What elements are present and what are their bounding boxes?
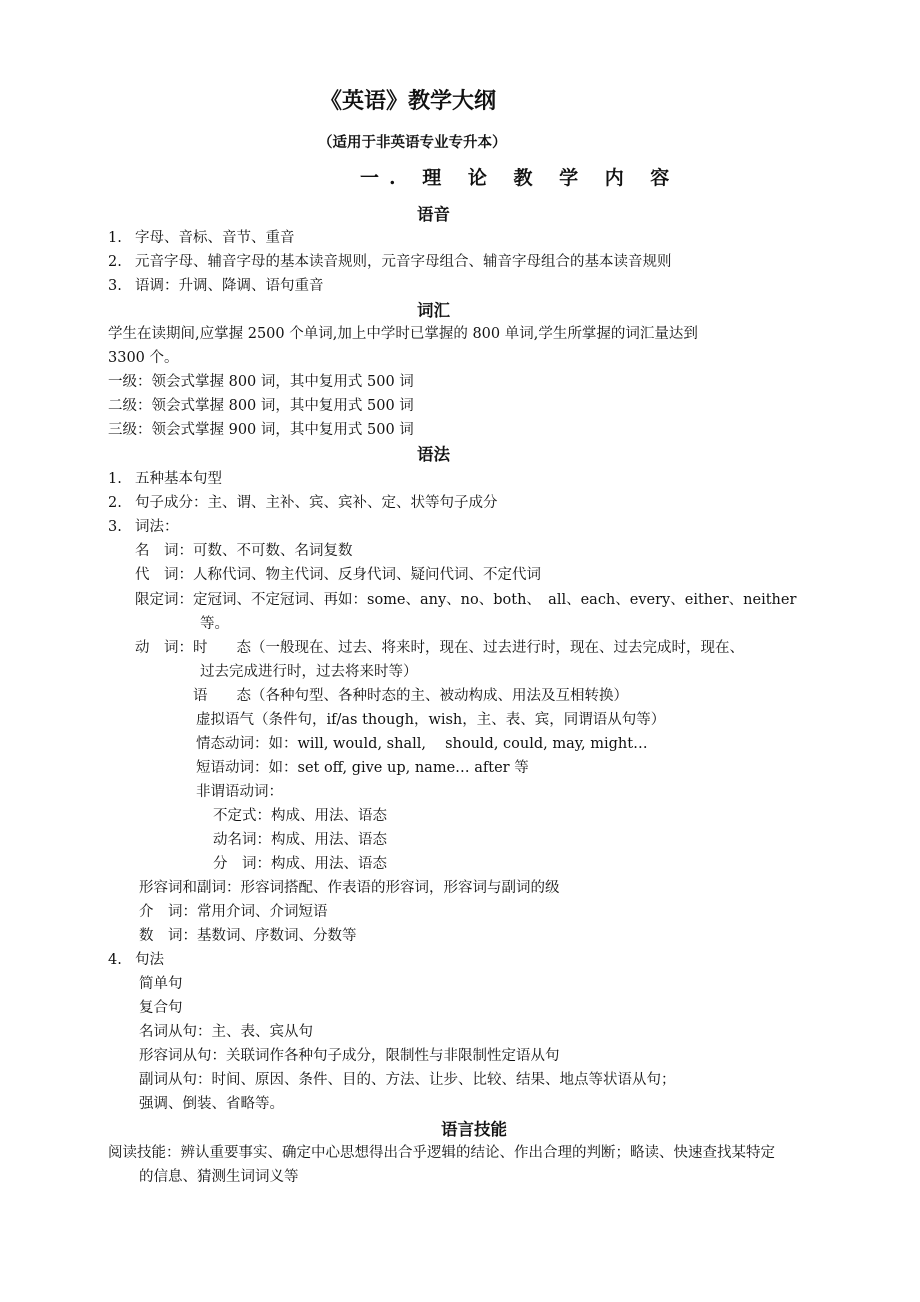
item-text: 句子成分：主、谓、主补、宾、宾补、定、状等句子成分 [135, 495, 498, 511]
vocabulary-level: 三级：领会式掌握 900 词，其中复用式 500 词 [108, 422, 414, 438]
item-text: 词法： [135, 519, 179, 535]
item-text: 五种基本句型 [135, 471, 222, 487]
grammar-voice: 语 态（各种句型、各种时态的主、被动构成、用法及互相转换） [193, 688, 628, 704]
grammar-heading: 语法 [417, 445, 450, 464]
vocabulary-intro: 学生在读期间,应掌握 2500 个单词,加上中学时已掌握的 800 单词,学生所掌握的词汇量达到 [108, 326, 698, 342]
item-number: 2. [108, 495, 122, 511]
grammar-determiner: 限定词：定冠词、不定冠词、再如：some、any、no、both、 all、each、every、either、neither [135, 592, 797, 608]
list-item [108, 493, 498, 513]
grammar-numeral: 数 词：基数词、序数词、分数等 [139, 928, 357, 944]
syntax-compound: 复合句 [139, 1000, 183, 1016]
grammar-adj-adv: 形容词和副词：形容词搭配、作表语的形容词，形容词与副词的级 [139, 880, 560, 896]
document-subtitle: （适用于非英语专业专升本） [318, 134, 507, 151]
list-item [108, 469, 222, 489]
list-item [108, 252, 672, 272]
syntax-adv-clause: 副词从句：时间、原因、条件、目的、方法、让步、比较、结果、地点等状语从句； [139, 1072, 676, 1088]
reading-skill-cont: 的信息、猜测生词词义等 [139, 1169, 299, 1185]
reading-skill: 阅读技能：辨认重要事实、确定中心思想得出合乎逻辑的结论、作出合理的判断；略读、快速查找某特定 [108, 1145, 775, 1161]
list-item [108, 950, 164, 970]
grammar-verb-cont: 过去完成进行时，过去将来时等） [200, 664, 418, 680]
grammar-gerund: 动名词：构成、用法、语态 [213, 832, 387, 848]
grammar-pronoun: 代 词：人称代词、物主代词、反身代词、疑问代词、不定代词 [135, 567, 541, 583]
item-number: 1. [108, 230, 122, 246]
item-number: 3. [108, 278, 122, 294]
list-item [108, 228, 295, 248]
section-heading: 一. 理 论 教 学 内 容 [360, 167, 680, 189]
vocabulary-level: 二级：领会式掌握 800 词，其中复用式 500 词 [108, 398, 414, 414]
phonetics-heading: 语音 [417, 205, 450, 224]
list-item [108, 276, 324, 296]
grammar-phrasal: 短语动词：如：set off, give up, name… after 等 [196, 760, 529, 776]
item-number: 4. [108, 952, 122, 968]
item-number: 1. [108, 471, 122, 487]
grammar-verb: 动 词：时 态（一般现在、过去、将来时，现在、过去进行时，现在、过去完成时，现在、 [135, 640, 744, 656]
item-number: 2. [108, 254, 122, 270]
syntax-simple: 简单句 [139, 976, 183, 992]
item-text: 句法 [135, 952, 164, 968]
item-number: 3. [108, 519, 122, 535]
list-item [108, 517, 179, 537]
grammar-infinitive: 不定式：构成、用法、语态 [213, 808, 387, 824]
document-title: 《英语》教学大纲 [320, 88, 497, 114]
vocabulary-heading: 词汇 [417, 301, 450, 320]
grammar-nonfinite: 非谓语动词： [196, 784, 283, 800]
grammar-modal: 情态动词：如：will, would, shall, should, could, may, might… [196, 736, 648, 752]
syntax-emphasis: 强调、倒装、省略等。 [139, 1096, 284, 1112]
grammar-determiner-cont: 等。 [200, 616, 229, 632]
item-text: 元音字母、辅音字母的基本读音规则，元音字母组合、辅音字母组合的基本读音规则 [135, 254, 672, 270]
grammar-preposition: 介 词：常用介词、介词短语 [139, 904, 328, 920]
item-text: 字母、音标、音节、重音 [135, 230, 295, 246]
vocabulary-intro-cont: 3300 个。 [108, 350, 179, 366]
syntax-adj-clause: 形容词从句：关联词作各种句子成分，限制性与非限制性定语从句 [139, 1048, 560, 1064]
vocabulary-level: 一级：领会式掌握 800 词，其中复用式 500 词 [108, 374, 414, 390]
grammar-participle: 分 词：构成、用法、语态 [213, 856, 387, 872]
item-text: 语调：升调、降调、语句重音 [135, 278, 324, 294]
syntax-noun-clause: 名词从句：主、表、宾从句 [139, 1024, 313, 1040]
grammar-subjunctive: 虚拟语气（条件句，if/as though，wish，主、表、宾，同谓语从句等） [196, 712, 666, 728]
grammar-noun: 名 词：可数、不可数、名词复数 [135, 543, 353, 559]
skills-heading: 语言技能 [441, 1120, 507, 1139]
